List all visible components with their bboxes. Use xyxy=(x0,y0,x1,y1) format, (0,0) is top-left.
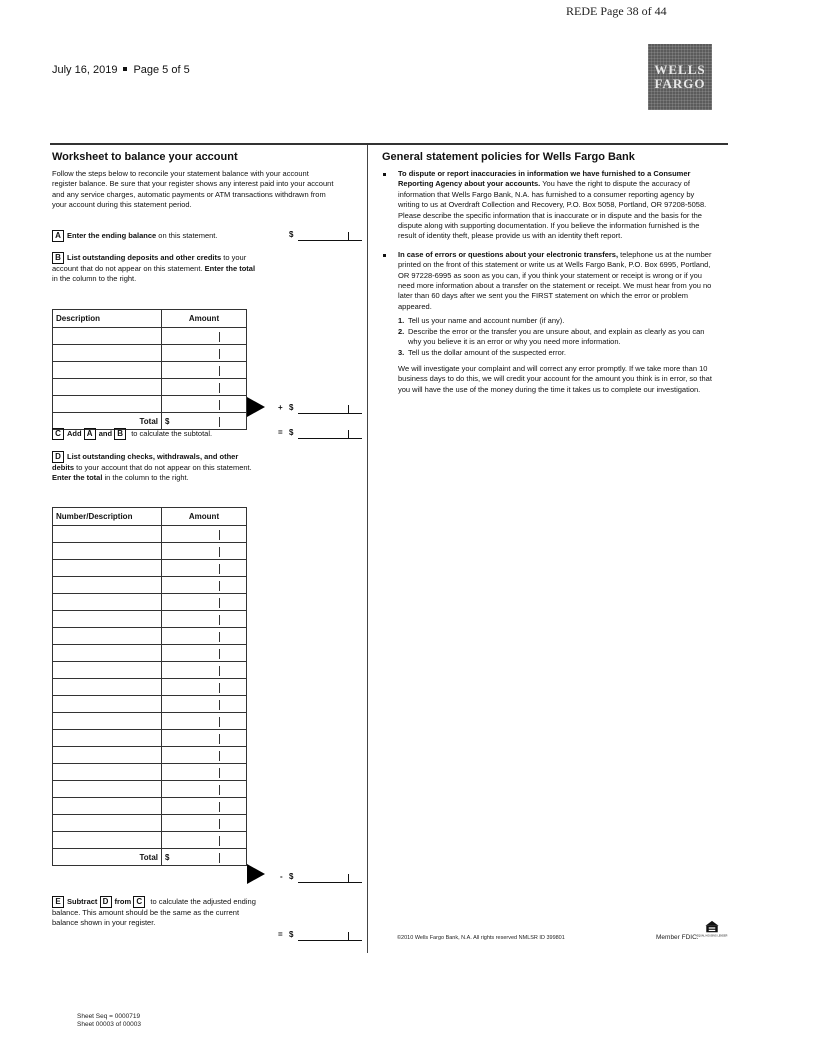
step-a-dollar: $ xyxy=(289,230,294,239)
eh-label: EQUAL HOUSING LENDER xyxy=(696,934,728,938)
step-d-mid: to your account that do not appear on this statement. xyxy=(74,463,252,472)
deposits-table xyxy=(52,309,247,430)
worksheet-title: Worksheet to balance your account xyxy=(52,151,238,163)
step-e-dollar: $ xyxy=(289,930,294,939)
plus-sign: + xyxy=(278,403,283,412)
deposits-total-row xyxy=(53,413,247,430)
logo-line-1: WELLS xyxy=(654,62,706,77)
policy-closing: We will investigate your complaint and will correct any error promptly. If we take more than 10 business days to do this, we will credit your account for the amount you think is in error, so that you will have the use of the money during the time it takes us to complete our investigation. xyxy=(398,363,712,394)
table-row[interactable] xyxy=(53,781,247,798)
policy-steps-list xyxy=(398,316,714,358)
equal-housing-lender-icon xyxy=(696,920,728,943)
arrow-right-icon xyxy=(247,864,265,884)
policies-body xyxy=(382,169,714,395)
step-e-box: E xyxy=(52,896,64,908)
bullet-square xyxy=(383,254,386,257)
worksheet-intro: Follow the steps below to reconcile your statement balance with your account register balance. Be sure that your register shows any interest paid into your account and any service charges, automatic payments or ATM transactions withdrawn from your account during this statement period. xyxy=(52,169,334,210)
equals-sign: = xyxy=(278,930,283,939)
step-c-a-box: A xyxy=(84,428,96,440)
step-b-bold1: List outstanding deposits and other credits xyxy=(67,252,222,262)
step-a-text: on this statement. xyxy=(156,230,218,240)
arrow-right-icon xyxy=(247,397,265,417)
deposits-col-description: Description xyxy=(53,310,162,328)
step-e xyxy=(52,896,260,929)
step-e-amount-field[interactable] xyxy=(298,930,362,941)
policy-electronic xyxy=(382,250,714,395)
step-d-amount-field[interactable] xyxy=(298,872,362,883)
step-d-bold1: List outstanding checks, withdrawals, and other debits xyxy=(52,451,239,472)
step-a xyxy=(52,230,272,242)
table-row[interactable] xyxy=(53,645,247,662)
table-row[interactable] xyxy=(53,396,247,413)
bullet-square xyxy=(383,173,386,176)
step-c-add: Add xyxy=(67,428,82,438)
table-row[interactable] xyxy=(53,543,247,560)
sheet-seq: Sheet Seq = 0000719 xyxy=(77,1013,141,1020)
member-fdic: Member FDIC. xyxy=(656,934,699,941)
step-b-box: B xyxy=(52,252,64,264)
debits-table xyxy=(52,507,247,866)
table-row[interactable] xyxy=(53,560,247,577)
step-c-dollar: $ xyxy=(289,428,294,437)
sheet-info xyxy=(77,1013,141,1029)
step-e-c-box: C xyxy=(133,896,145,908)
table-row[interactable] xyxy=(53,730,247,747)
page-indicator: Page 5 of 5 xyxy=(133,64,190,76)
step-e-d-box: D xyxy=(100,896,112,908)
step-d-dollar: $ xyxy=(289,872,294,881)
step-c-box: C xyxy=(52,428,64,440)
rede-page-number: REDE Page 38 of 44 xyxy=(566,4,667,18)
step-b-amount-field[interactable] xyxy=(298,403,362,414)
debits-total-row xyxy=(53,849,247,866)
policy-dispute-text: You have the right to dispute the accuracy of information that Wells Fargo Bank, N.A. has furnished to a consumer reporting agency by writing to us at Overdraft Collection and Recovery, P.O. Box 5058, Portland, OR 97208-5058. Please describe the specific information that is inaccurate or in dispute and the basis for the dispute along with supporting documentation. If you believe the information furnished is the result of identity theft, please provide us with an identity theft report. xyxy=(398,179,707,241)
table-row[interactable] xyxy=(53,526,247,543)
table-row[interactable] xyxy=(53,662,247,679)
table-row[interactable] xyxy=(53,764,247,781)
table-row[interactable] xyxy=(53,594,247,611)
table-row[interactable] xyxy=(53,747,247,764)
policy-electronic-text: telephone us at the number printed on the front of this statement or write us at Wells Fargo Bank, P.O. Box 6995, Portland, OR 97228-6995 as soon as you can, if you think your statement or receipt is wrong or if you need more information about a transfer on the statement or receipt. We must hear from you no later than 60 days after we sent you the FIRST statement on which the error or problem appeared. xyxy=(398,249,712,311)
step-b-rest: in the column to the right. xyxy=(52,274,137,284)
step-b xyxy=(52,252,260,285)
step-c-b-box: B xyxy=(114,428,126,440)
table-row[interactable] xyxy=(53,577,247,594)
table-row[interactable] xyxy=(53,815,247,832)
debits-total-label: Total xyxy=(53,849,162,866)
statement-date-line xyxy=(52,64,190,76)
sheet-count: Sheet 00003 of 00003 xyxy=(77,1021,141,1028)
step-c-and: and xyxy=(98,428,113,438)
debits-total-cell[interactable] xyxy=(162,849,247,866)
table-row[interactable] xyxy=(53,696,247,713)
step-e-text: to calculate the adjusted ending balance. This amount should be the same as the current balance shown in your register. xyxy=(52,896,256,928)
step-d-box: D xyxy=(52,451,64,463)
column-divider xyxy=(367,145,368,953)
policy-electronic-bold: In case of errors or questions about your electronic transfers, xyxy=(398,249,619,259)
table-row[interactable] xyxy=(53,328,247,345)
equals-sign: = xyxy=(278,428,283,437)
step-a-amount-field[interactable] xyxy=(298,230,362,241)
logo-line-2: FARGO xyxy=(654,76,706,91)
step-b-bold2: Enter the total xyxy=(204,264,256,273)
deposits-total-dollar: $ xyxy=(165,416,170,426)
copyright-notice: ©2010 Wells Fargo Bank, N.A. All rights reserved NMLSR ID 399801 xyxy=(397,935,565,941)
step-c-text: to calculate the subtotal. xyxy=(129,428,213,438)
table-row[interactable] xyxy=(53,362,247,379)
step-e-subtract: Subtract xyxy=(67,896,98,906)
step-e-from: from xyxy=(114,896,132,906)
table-row[interactable] xyxy=(53,345,247,362)
statement-date: July 16, 2019 xyxy=(52,64,118,76)
header-rule xyxy=(50,143,728,145)
bullet-square xyxy=(123,67,127,71)
table-row[interactable] xyxy=(53,798,247,815)
step-d-bold2: Enter the total xyxy=(52,473,103,483)
step-a-box: A xyxy=(52,230,64,242)
step-c xyxy=(52,428,282,440)
policies-title: General statement policies for Wells Fargo Bank xyxy=(382,151,635,163)
step-d-rest: in the column to the right. xyxy=(102,473,189,483)
wells-fargo-logo xyxy=(648,44,712,110)
policy-dispute-bold: To dispute or report inaccuracies in information we have furnished to a Consumer Reporting Agency about your accounts. xyxy=(398,169,691,189)
step-c-amount-field[interactable] xyxy=(298,428,362,439)
step-b-dollar: $ xyxy=(289,403,294,412)
debits-col-amount: Amount xyxy=(162,508,247,526)
table-row[interactable] xyxy=(53,628,247,645)
step-d xyxy=(52,451,260,484)
debits-col-description: Number/Description xyxy=(53,508,162,526)
list-item: 3. Tell us the dollar amount of the suspected error. xyxy=(398,347,567,357)
table-row[interactable] xyxy=(53,379,247,396)
policy-dispute xyxy=(382,169,714,242)
minus-sign: - xyxy=(280,872,283,881)
table-row[interactable] xyxy=(53,679,247,696)
table-row[interactable] xyxy=(53,611,247,628)
step-a-bold: Enter the ending balance xyxy=(67,230,157,240)
deposits-total-label: Total xyxy=(53,413,162,430)
table-row[interactable] xyxy=(53,832,247,849)
deposits-total-cell[interactable] xyxy=(162,413,247,430)
debits-total-dollar: $ xyxy=(165,852,170,862)
table-row[interactable] xyxy=(53,713,247,730)
list-item: 2. Describe the error or the transfer you are unsure about, and explain as clearly as you can why you believe it is an error or why you need more information. xyxy=(398,326,705,347)
step-b-mid: to your account that do not appear on this statement. xyxy=(52,252,247,273)
deposits-col-amount: Amount xyxy=(162,310,247,328)
list-item: 1. Tell us your name and account number (if any). xyxy=(398,316,565,326)
